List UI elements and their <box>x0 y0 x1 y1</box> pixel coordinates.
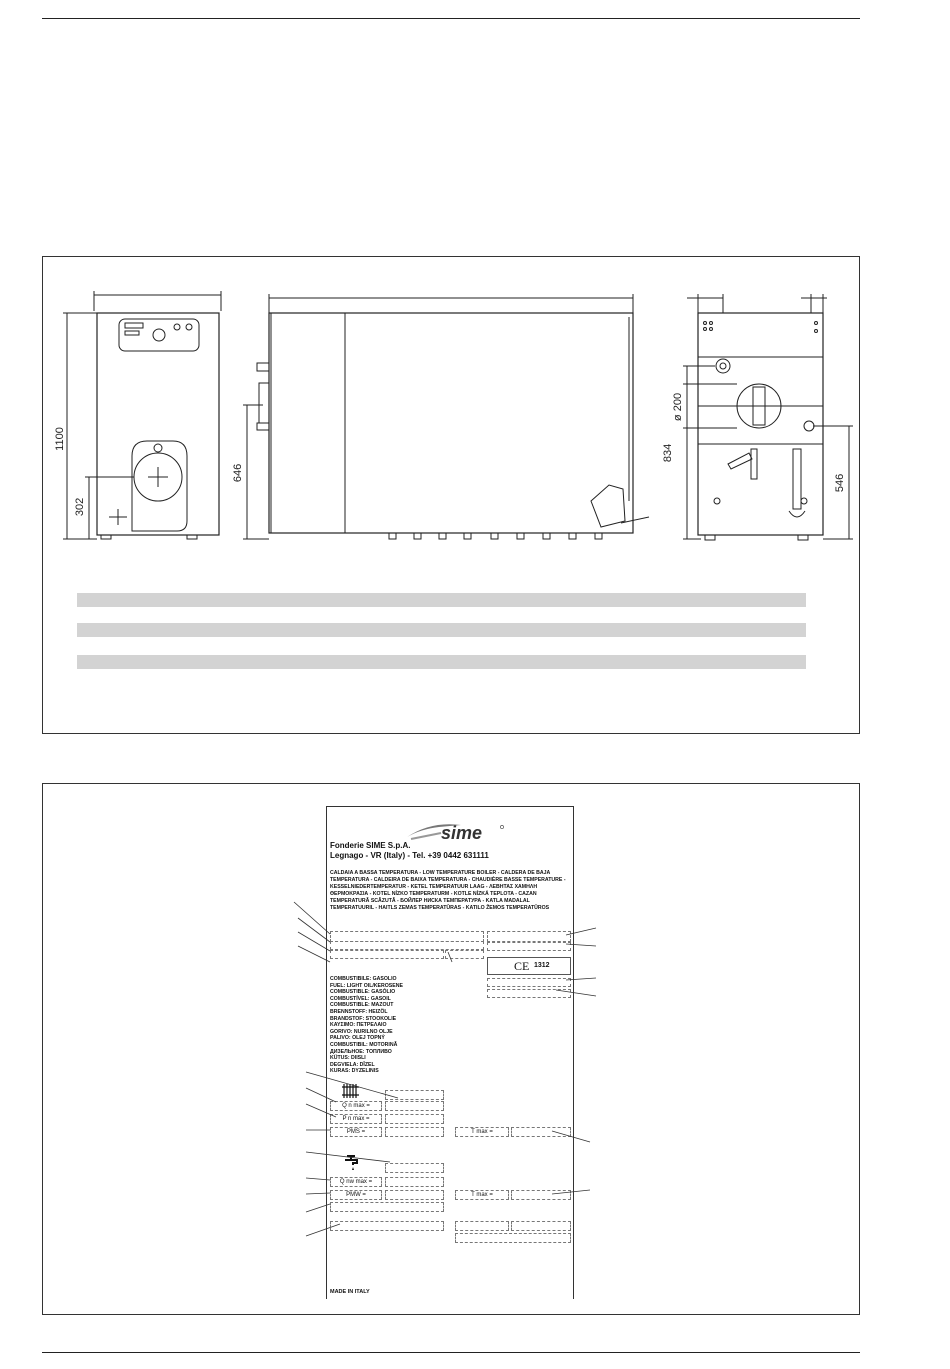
top-rule <box>42 18 860 19</box>
company-address: Legnago - VR (Italy) - Tel. +39 0442 631111 <box>330 851 489 860</box>
fuel-line: PALIVO: OLEJ TOPNÝ <box>330 1035 385 1042</box>
plate-field-pn <box>385 1114 444 1124</box>
made-in-italy: MADE IN ITALY <box>330 1289 370 1295</box>
plate-field-r4 <box>487 989 571 998</box>
pn-max-label-box <box>330 1114 382 1124</box>
plate-field-b1 <box>330 1221 444 1231</box>
ce-mark-box <box>487 957 571 975</box>
pmw-label-box <box>330 1190 382 1200</box>
radiator-icon <box>341 1083 361 1099</box>
brand-logo-text: sime <box>441 823 483 843</box>
fuel-list <box>330 976 403 1075</box>
fuel-line: BRENNSTOFF: HEIZÖL <box>330 1008 388 1015</box>
dim-rear-return: 546 <box>834 473 846 493</box>
pmw-label: PMW = <box>346 1192 366 1198</box>
grey-bar-3 <box>77 655 806 669</box>
fuel-line: COMBUSTIBILE: GASOLIO <box>330 976 397 982</box>
pms-label-box <box>330 1127 382 1137</box>
plate-field-b4 <box>455 1233 571 1243</box>
plate-field-r3 <box>487 978 571 987</box>
dim-front-burner: 302 <box>74 497 86 517</box>
plate-field-heat <box>385 1090 444 1100</box>
qn-max-label: Q n max = <box>342 1103 370 1109</box>
pms-label: PMS = <box>346 1129 366 1135</box>
dim-side-height: 646 <box>232 463 244 483</box>
plate-field-tmax2 <box>511 1190 571 1200</box>
fuel-line: ΚΑΥΣΙΜΟ: ΠΕΤΡΕΛΑΙΟ <box>330 1022 387 1029</box>
fuel-line: GORIVO: NURILNO OLJE <box>330 1028 393 1035</box>
plate-field-qnw <box>385 1177 444 1187</box>
fuel-line: KURAS: DYZELINIS <box>330 1068 379 1075</box>
tap-icon <box>343 1153 361 1171</box>
fuel-line: ДИЗЕЛЬНОЕ: ТОПЛИВО <box>330 1048 392 1055</box>
tmax1-label: T max = <box>471 1129 493 1135</box>
plate-field-tmax1 <box>511 1127 571 1137</box>
fuel-line: FUEL: LIGHT OIL/KEROSENE <box>330 982 403 989</box>
tmax1-label-box <box>455 1127 509 1137</box>
data-plate <box>326 806 574 1299</box>
sime-logo <box>401 815 521 849</box>
fuel-line: COMBUSTIBLE: GASÓLIO <box>330 989 396 996</box>
fuel-line: COMBUSTIBLE: MAZOUT <box>330 1002 394 1009</box>
plate-field-b2 <box>455 1221 509 1231</box>
plate-field-pmw <box>385 1190 444 1200</box>
tmax2-label: T max = <box>471 1192 493 1198</box>
plate-field-qn <box>385 1101 444 1111</box>
dim-rear-height: 834 <box>662 443 674 463</box>
plate-field-r1 <box>487 931 571 942</box>
fuel-line: DEGVIELA: DĪZEL <box>330 1061 375 1068</box>
tmax2-label-box <box>455 1190 509 1200</box>
plate-field-row3b <box>445 950 484 959</box>
bottom-rule <box>42 1352 860 1353</box>
plate-field-pms <box>385 1127 444 1137</box>
qnw-max-label: Q nw max = <box>339 1179 373 1185</box>
qn-max-label-box <box>330 1101 382 1111</box>
plate-field-row2 <box>330 941 484 950</box>
ce-number: 1312 <box>534 962 550 969</box>
plate-field-r2 <box>487 942 571 951</box>
fuel-line: BRANDSTOF: STOOKOLIE <box>330 1015 397 1022</box>
grey-bar-1 <box>77 593 806 607</box>
grey-bar-2 <box>77 623 806 637</box>
plate-field-dhw2 <box>330 1202 444 1212</box>
fuel-line: COMBUSTIBIL: MOTORINĂ <box>330 1041 398 1048</box>
ce-mark: CE <box>514 959 530 973</box>
fuel-line: KÜTUS: DIISLI <box>330 1055 366 1062</box>
company-name: Fonderie SIME S.p.A. <box>330 841 411 850</box>
boiler-description: CALDAIA A BASSA TEMPERATURA - LOW TEMPERATURE BOILER - CALDERA DE BAJA TEMPERATURA - CALDEIRA DE BAIXA TEMPERATURA - CHAUDIÈRE BASSE TEMPERATURE - KESSELNIEDERTEMPERATUR - KETEL TEMPERATUUR LAAG - ΛΕΒΗΤΑΣ ΧΑΜΗΛΗ ΘΕΡΜΟΚΡΑΣΙΑ - KOTEL NÍZKO TEMPERATURM - KOTLE NÍZKÁ TEPLOTA - CAZAN TEMPERATURĂ SCĂZUTĂ - БОЙЛЕР НИСКА ТЕМПЕРАТУРА - KATLA MADALAL TEMPERATUURIL - HAITLS ZEMAS TEMPERATŪRAS - KATILO ŽEMOS TEMPERATŪROS <box>330 870 566 911</box>
plate-field-row3a <box>330 950 444 959</box>
fuel-line: COMBUSTÍVEL: GASOIL <box>330 995 391 1002</box>
plate-field-b3 <box>511 1221 571 1231</box>
dim-front-height: 1100 <box>54 427 66 451</box>
qnw-max-label-box <box>330 1177 382 1187</box>
pn-max-label: P n max = <box>342 1116 370 1122</box>
plate-field-dhw <box>385 1163 444 1173</box>
dim-rear-flue: ø 200 <box>672 392 684 422</box>
